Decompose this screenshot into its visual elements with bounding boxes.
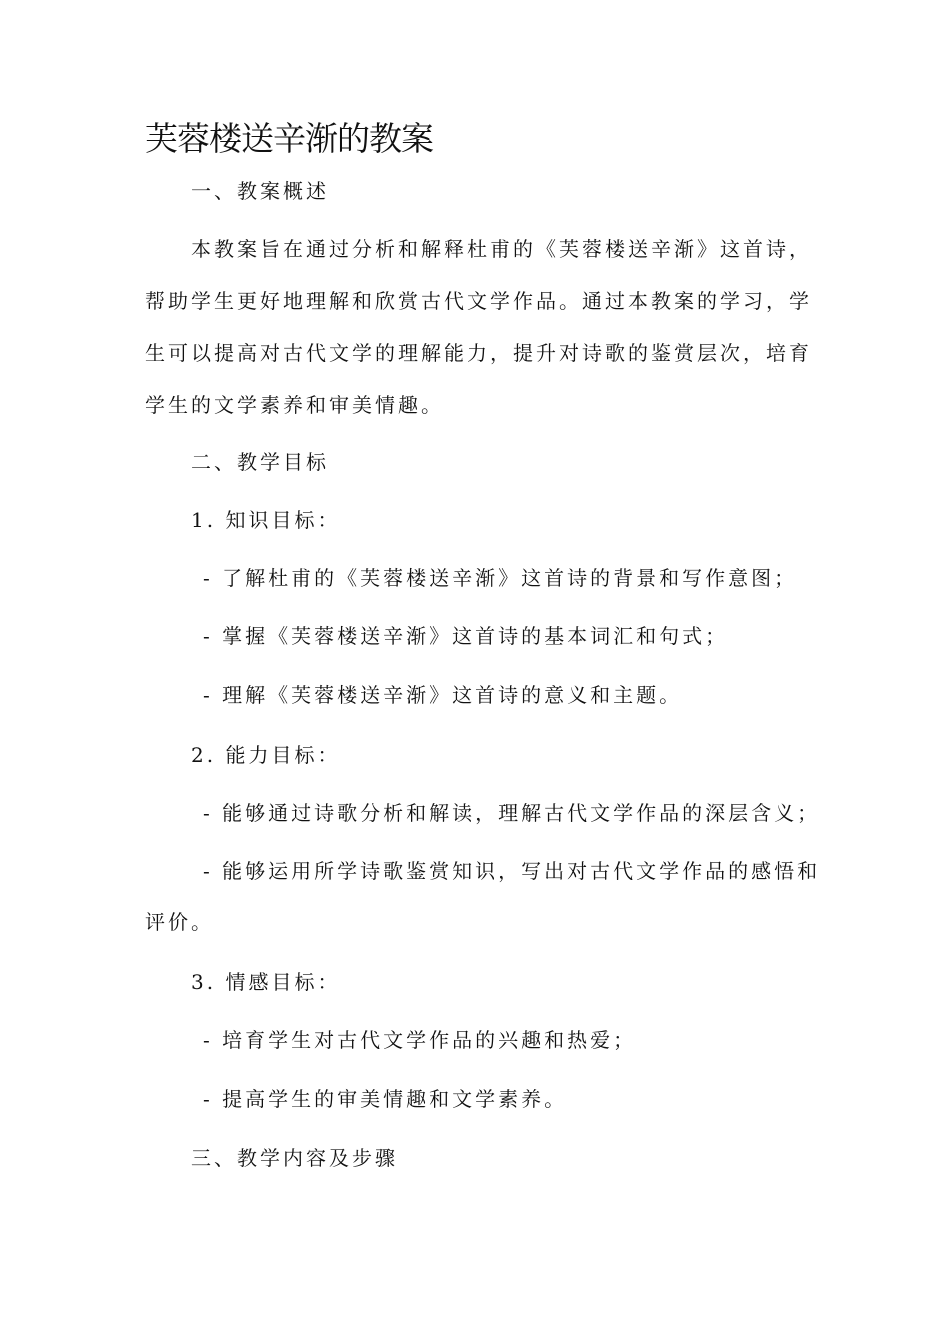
emotion-objective-item: - 培育学生对古代文学作品的兴趣和热爱； (203, 1028, 637, 1052)
section-heading-overview: 一、教案概述 (191, 179, 329, 203)
overview-paragraph-line: 本教案旨在通过分析和解释杜甫的《芙蓉楼送辛渐》这首诗， (191, 237, 812, 261)
document-title: 芙蓉楼送辛渐的教案 (145, 119, 433, 158)
emotion-objective-label: 3. 情感目标： (191, 970, 341, 994)
ability-objective-item: - 能够运用所学诗歌鉴赏知识，写出对古代文学作品的感悟和 (203, 859, 821, 883)
section-heading-objectives: 二、教学目标 (191, 450, 329, 474)
knowledge-objective-item: - 理解《芙蓉楼送辛渐》这首诗的意义和主题。 (203, 683, 683, 707)
ability-objective-item-continuation: 评价。 (145, 910, 214, 934)
overview-paragraph-line: 生可以提高对古代文学的理解能力，提升对诗歌的鉴赏层次，培育 (145, 341, 812, 365)
ability-objective-item: - 能够通过诗歌分析和解读，理解古代文学作品的深层含义； (203, 801, 821, 825)
section-heading-content-steps: 三、教学内容及步骤 (191, 1146, 398, 1170)
knowledge-objective-label: 1. 知识目标： (191, 508, 341, 532)
overview-paragraph-line: 帮助学生更好地理解和欣赏古代文学作品。通过本教案的学习，学 (145, 289, 812, 313)
knowledge-objective-item: - 了解杜甫的《芙蓉楼送辛渐》这首诗的背景和写作意图； (203, 566, 798, 590)
emotion-objective-item: - 提高学生的审美情趣和文学素养。 (203, 1087, 568, 1111)
ability-objective-label: 2. 能力目标： (191, 743, 341, 767)
overview-paragraph-line: 学生的文学素养和审美情趣。 (145, 393, 444, 417)
knowledge-objective-item: - 掌握《芙蓉楼送辛渐》这首诗的基本词汇和句式； (203, 624, 729, 648)
